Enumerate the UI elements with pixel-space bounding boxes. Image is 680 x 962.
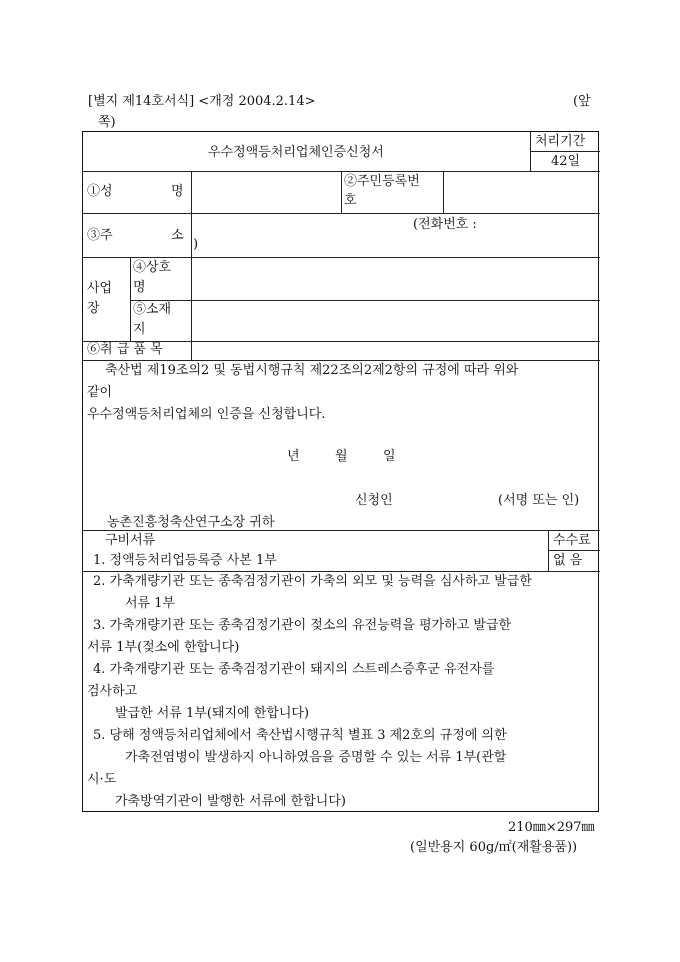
doc-line: 서류 1부(젖소에 한합니다) xyxy=(87,640,240,655)
address-field[interactable] xyxy=(203,216,403,254)
date-day: 일 xyxy=(383,449,396,464)
resident-number-field[interactable] xyxy=(445,173,598,211)
date-month: 월 xyxy=(335,449,348,464)
date-year: 년 xyxy=(287,449,300,464)
resident-number-label: ②주민등록번 xyxy=(344,174,420,189)
business-label-cont: 장 xyxy=(87,301,100,316)
doc-line: 검사하고 xyxy=(87,684,138,699)
location-label: ⑤소재 xyxy=(133,302,172,317)
handled-items-label: ⑥취 급 품 목 xyxy=(87,342,163,357)
fee-value: 없 음 xyxy=(553,553,583,568)
paper-size: 210㎜×297㎜ xyxy=(508,820,595,835)
fee-label: 수수료 xyxy=(553,533,591,548)
page-side-marker-cont: 쪽) xyxy=(98,115,116,130)
form-title: 우수정액등처리업체인증신청서 xyxy=(208,145,384,160)
doc-line: 3. 가축개량기관 또는 종축검정기관이 젖소의 유전능력을 평가하고 발급한 xyxy=(93,618,512,633)
statement-line: 축산법 제19조의2 및 동법시행규칙 제22조의2제2항의 규정에 따라 위와 xyxy=(105,363,519,378)
page-side-marker: (앞 xyxy=(573,94,591,109)
doc-line: 가축방역기관이 발행한 서류에 한합니다) xyxy=(115,794,346,809)
signature-hint: (서명 또는 인) xyxy=(498,493,580,508)
doc-line: 5. 당해 정액등처리업체에서 축산법시행규칙 별표 3 제2호의 규정에 의한 xyxy=(93,728,507,743)
applicant-label: 신청인 xyxy=(355,493,393,508)
statement-line: 우수정액등처리업체의 인증을 신청합니다. xyxy=(87,407,326,422)
name-label-end: 명 xyxy=(171,184,184,199)
processing-period-label: 처리기간 xyxy=(535,134,586,149)
recipient: 농촌진흥청축산연구소장 귀하 xyxy=(107,515,275,530)
address-label-end: 소 xyxy=(171,228,184,243)
resident-number-label-cont: 호 xyxy=(344,193,357,208)
trade-name-field[interactable] xyxy=(193,259,598,298)
paper-spec: (일반용지 60g/㎡(재활용품)) xyxy=(410,840,578,855)
location-field[interactable] xyxy=(193,302,598,339)
trade-name-label-cont: 명 xyxy=(133,280,146,295)
address-label: ③주 xyxy=(87,228,113,243)
phone-label: (전화번호 : xyxy=(413,217,477,232)
doc-line: 4. 가축개량기관 또는 종축검정기관이 돼지의 스트레스증후군 유전자를 xyxy=(93,662,495,677)
doc-line: 2. 가축개량기관 또는 종축검정기관이 가축의 외모 및 능력을 심사하고 발급한 xyxy=(93,574,532,589)
location-label-cont: 지 xyxy=(133,322,146,337)
name-label: ①성 xyxy=(87,184,113,199)
doc-line: 발급한 서류 1부(돼지에 한합니다) xyxy=(115,706,310,721)
trade-name-label: ④상호 xyxy=(133,260,172,275)
doc-line: 서류 1부 xyxy=(125,596,176,611)
name-field[interactable] xyxy=(193,173,339,211)
phone-close: ) xyxy=(193,237,199,252)
doc-line: 시·도 xyxy=(87,772,117,787)
required-docs-title: 구비서류 xyxy=(105,533,156,548)
business-label: 사업 xyxy=(87,281,113,296)
form-number: [별지 제14호서식] <개정 2004.2.14> xyxy=(88,94,316,109)
handled-items-field[interactable] xyxy=(193,342,598,359)
application-form xyxy=(82,131,599,812)
processing-period-value: 42일 xyxy=(551,154,581,169)
doc-line: 1. 정액등처리업등록증 사본 1부 xyxy=(93,553,277,568)
doc-line: 가축전염병이 발생하지 아니하였음을 증명할 수 있는 서류 1부(관할 xyxy=(125,750,507,765)
statement-line: 같이 xyxy=(87,385,113,400)
